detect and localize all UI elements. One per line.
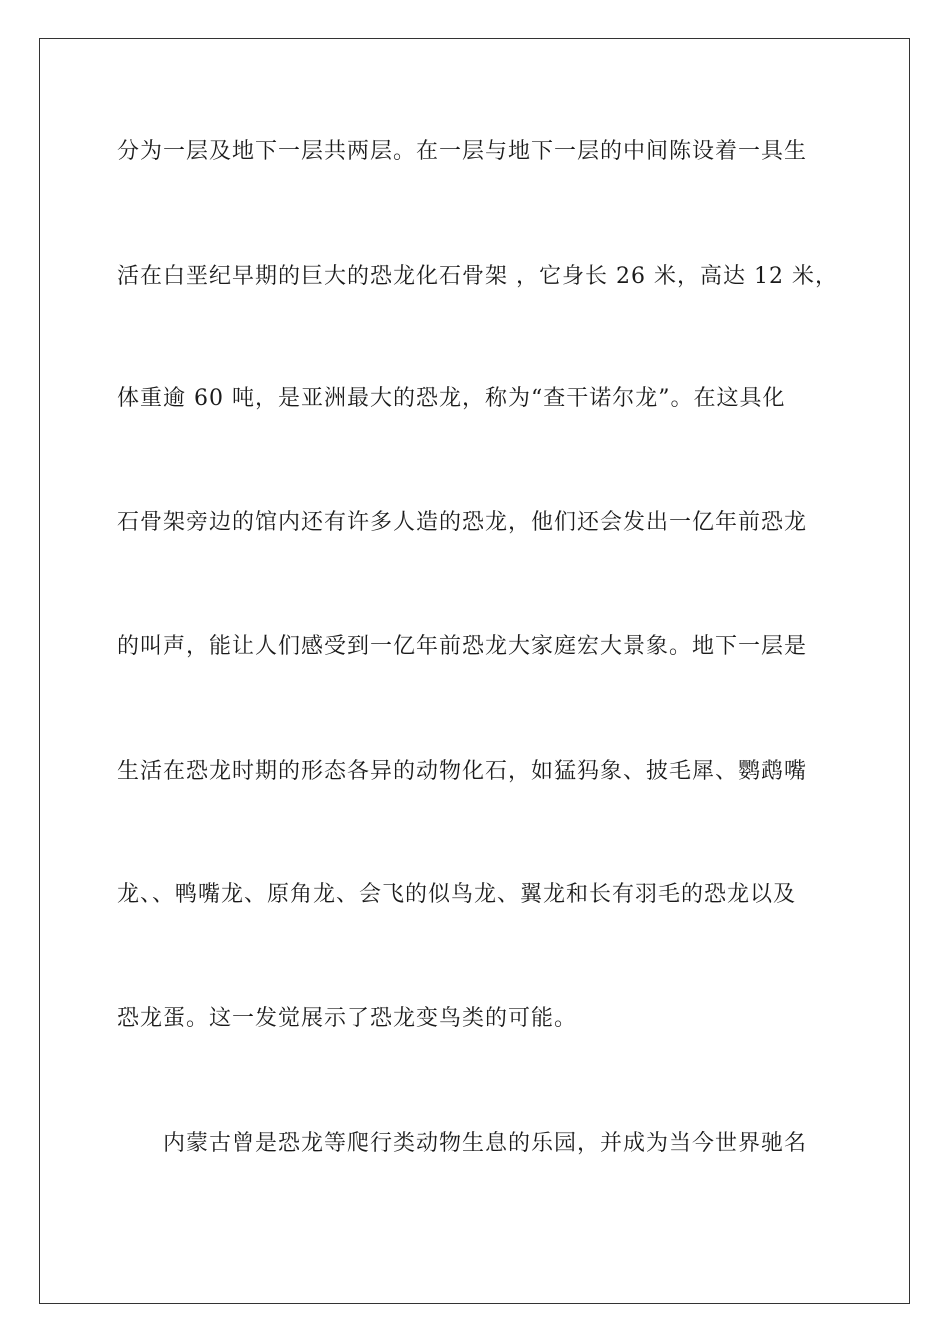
paragraph-line: 活在白垩纪早期的巨大的恐龙化石骨架 ，它身长 26 米，高达 12 米， xyxy=(117,264,838,289)
paragraph-line: 内蒙古曾是恐龙等爬行类动物生息的乐园，并成为当今世界驰名 xyxy=(163,1131,808,1156)
paragraph-line: 恐龙蛋。这一发觉展示了恐龙变鸟类的可能。 xyxy=(117,1006,578,1031)
paragraph-line: 龙、、鸭嘴龙、原角龙、会飞的似鸟龙、翼龙和长有羽毛的恐龙以及 xyxy=(117,882,797,907)
paragraph-line: 的叫声，能让人们感受到一亿年前恐龙大家庭宏大景象。地下一层是 xyxy=(117,634,808,659)
paragraph-line: 分为一层及地下一层共两层。在一层与地下一层的中间陈设着一具生 xyxy=(117,139,808,164)
page-border xyxy=(39,38,910,1304)
paragraph-line: 体重逾 60 吨，是亚洲最大的恐龙，称为“查干诺尔龙”。在这具化 xyxy=(117,386,786,411)
paragraph-line: 生活在恐龙时期的形态各异的动物化石，如猛犸象、披毛犀、鹦鹉嘴 xyxy=(117,759,808,784)
paragraph-line: 石骨架旁边的馆内还有许多人造的恐龙，他们还会发出一亿年前恐龙 xyxy=(117,510,808,535)
